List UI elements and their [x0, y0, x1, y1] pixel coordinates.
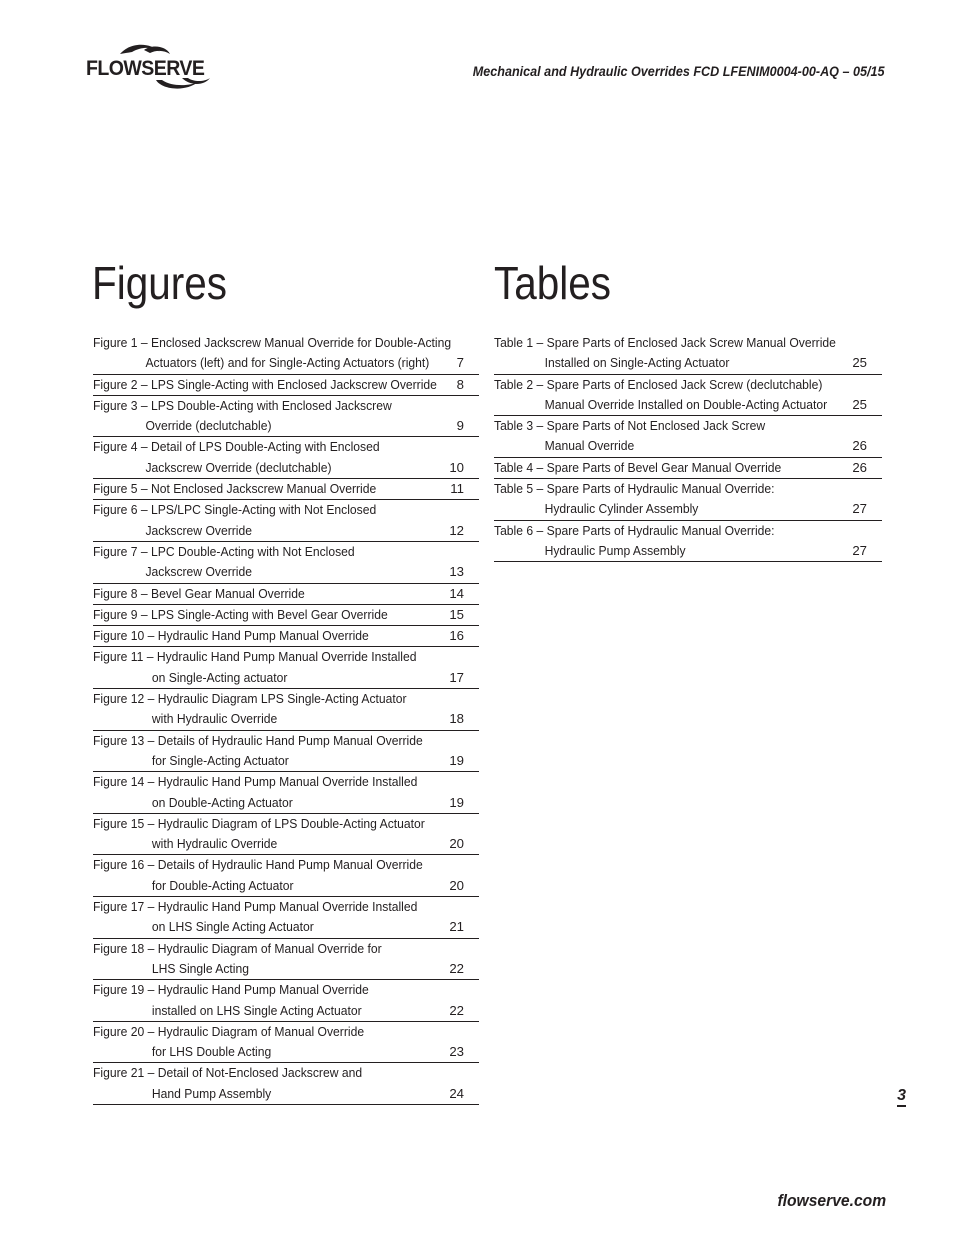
table-entry[interactable] [494, 416, 882, 458]
figure-entry[interactable] [93, 731, 479, 773]
figures-list [93, 333, 479, 1105]
figure-entry[interactable] [93, 772, 479, 814]
table-entry-title-continued: Installed on Single-Acting Actuator [544, 355, 730, 371]
figure-entry[interactable] [93, 980, 479, 1022]
page-number: 3 [897, 1087, 906, 1107]
footer-url[interactable]: flowserve.com [777, 1191, 886, 1210]
figure-entry-title-continued: with Hydraulic Override [151, 836, 278, 852]
figure-entry[interactable] [93, 396, 479, 438]
table-entry-page-number: 25 [852, 396, 867, 412]
figure-entry-page-number: 13 [449, 564, 464, 580]
table-entry-page-number: 27 [852, 501, 867, 517]
logo-text: FLOWSERVE [86, 57, 205, 80]
figure-entry-title: Figure 21 – Detail of Not-Enclosed Jackscrew and [93, 1065, 363, 1081]
table-entry[interactable] [494, 333, 882, 375]
table-entry-page-number: 26 [852, 459, 867, 475]
figure-entry-page-number: 15 [449, 606, 464, 622]
table-entry-title: Table 4 – Spare Parts of Bevel Gear Manual Override [494, 459, 782, 475]
figure-entry-title: Figure 4 – Detail of LPS Double-Acting with Enclosed [93, 439, 380, 455]
figure-entry-title-continued: Hand Pump Assembly [151, 1085, 272, 1101]
figure-entry-title: Figure 19 – Hydraulic Hand Pump Manual Override [93, 982, 369, 998]
table-entry-page-number: 27 [852, 542, 867, 558]
figure-entry-page-number: 24 [449, 1085, 464, 1101]
flowserve-logo [86, 40, 226, 96]
figure-entry[interactable] [93, 647, 479, 689]
figure-entry-title-continued: Actuators (left) and for Single-Acting Actuators (right) [145, 355, 430, 371]
figure-entry[interactable] [93, 584, 479, 605]
figure-entry-title: Figure 20 – Hydraulic Diagram of Manual Override [93, 1023, 365, 1039]
table-entry-title-continued: Manual Override [544, 438, 635, 454]
figure-entry[interactable] [93, 500, 479, 542]
figure-entry[interactable] [93, 375, 479, 396]
table-entry[interactable] [494, 375, 882, 417]
figure-entry-title: Figure 7 – LPC Double-Acting with Not Enclosed [93, 543, 355, 559]
figure-entry[interactable] [93, 689, 479, 731]
figure-entry-page-number: 14 [449, 585, 464, 601]
table-entry-title-continued: Hydraulic Pump Assembly [544, 542, 686, 558]
table-entry[interactable] [494, 521, 882, 563]
figure-entry-title-continued: for Double-Acting Actuator [151, 877, 294, 893]
figure-entry-title: Figure 3 – LPS Double-Acting with Enclosed Jackscrew [93, 397, 392, 413]
figure-entry-title: Figure 6 – LPS/LPC Single-Acting with Not Enclosed [93, 502, 377, 518]
figure-entry-title: Figure 2 – LPS Single-Acting with Enclosed Jackscrew Override [93, 376, 437, 392]
table-entry[interactable] [494, 458, 882, 479]
table-entry-title: Table 3 – Spare Parts of Not Enclosed Jack Screw [494, 418, 766, 434]
figure-entry-page-number: 18 [449, 711, 464, 727]
figure-entry-title-continued: on Single-Acting actuator [151, 669, 288, 685]
table-entry-title: Table 6 – Spare Parts of Hydraulic Manual Override: [494, 522, 775, 538]
figure-entry-title: Figure 11 – Hydraulic Hand Pump Manual Override Installed [93, 649, 417, 665]
figure-entry-title: Figure 15 – Hydraulic Diagram of LPS Double-Acting Actuator [93, 815, 425, 831]
figure-entry-page-number: 11 [450, 481, 464, 497]
tables-list [494, 333, 882, 562]
figure-entry-page-number: 20 [449, 836, 464, 852]
figure-entry[interactable] [93, 542, 479, 584]
figure-entry[interactable] [93, 855, 479, 897]
figure-entry-title-continued: Override (declutchable) [145, 418, 272, 434]
figure-entry-page-number: 19 [449, 752, 464, 768]
figure-entry-title-continued: on Double-Acting Actuator [151, 794, 293, 810]
document-reference: Mechanical and Hydraulic Overrides FCD LFENIM0004-00-AQ – 05/15 [473, 63, 885, 79]
figure-entry-title: Figure 8 – Bevel Gear Manual Override [93, 585, 305, 601]
figure-entry[interactable] [93, 333, 479, 375]
figure-entry-page-number: 22 [449, 960, 464, 976]
figure-entry-page-number: 9 [456, 418, 464, 434]
figure-entry-page-number: 17 [449, 669, 464, 685]
table-entry-title: Table 5 – Spare Parts of Hydraulic Manual Override: [494, 481, 775, 497]
figure-entry[interactable] [93, 605, 479, 626]
table-entry[interactable] [494, 479, 882, 521]
figure-entry-title-continued: with Hydraulic Override [151, 711, 278, 727]
figure-entry[interactable] [93, 1063, 479, 1105]
table-entry-title-continued: Hydraulic Cylinder Assembly [544, 501, 699, 517]
figure-entry[interactable] [93, 437, 479, 479]
figure-entry-page-number: 12 [449, 522, 464, 538]
figure-entry[interactable] [93, 1022, 479, 1064]
figure-entry[interactable] [93, 939, 479, 981]
figure-entry[interactable] [93, 479, 479, 500]
figure-entry-title-continued: on LHS Single Acting Actuator [151, 919, 314, 935]
table-entry-title: Table 2 – Spare Parts of Enclosed Jack Screw (declutchable) [494, 376, 823, 392]
figure-entry[interactable] [93, 626, 479, 647]
figure-entry-page-number: 10 [449, 459, 464, 475]
table-entry-page-number: 26 [852, 438, 867, 454]
figure-entry-title-continued: for Single-Acting Actuator [151, 752, 289, 768]
figure-entry-title: Figure 9 – LPS Single-Acting with Bevel Gear Override [93, 606, 388, 622]
table-entry-title-continued: Manual Override Installed on Double-Acting Actuator [544, 396, 828, 412]
figure-entry[interactable] [93, 814, 479, 856]
figure-entry-title-continued: Jackscrew Override (declutchable) [145, 459, 332, 475]
figure-entry-title: Figure 1 – Enclosed Jackscrew Manual Override for Double-Acting [93, 335, 452, 350]
figure-entry-title-continued: Jackscrew Override [145, 522, 252, 538]
figure-entry-page-number: 8 [456, 376, 464, 392]
figure-entry-page-number: 20 [449, 877, 464, 893]
figure-entry-page-number: 7 [456, 355, 464, 371]
figure-entry-title: Figure 5 – Not Enclosed Jackscrew Manual Override [93, 481, 377, 497]
figures-heading: Figures [92, 257, 227, 309]
figure-entry-title: Figure 16 – Details of Hydraulic Hand Pump Manual Override [93, 857, 423, 873]
figure-entry-title: Figure 12 – Hydraulic Diagram LPS Single-Acting Actuator [93, 691, 407, 707]
figure-entry-title: Figure 14 – Hydraulic Hand Pump Manual Override Installed [93, 774, 418, 790]
figure-entry-page-number: 19 [449, 794, 464, 810]
figure-entry-title: Figure 13 – Details of Hydraulic Hand Pump Manual Override [93, 732, 423, 748]
figure-entry-page-number: 22 [449, 1002, 464, 1018]
figure-entry-title-continued: LHS Single Acting [151, 960, 250, 976]
figure-entry-title: Figure 17 – Hydraulic Hand Pump Manual Override Installed [93, 899, 418, 915]
figure-entry-title-continued: for LHS Double Acting [151, 1044, 272, 1060]
figure-entry-title: Figure 18 – Hydraulic Diagram of Manual Override for [93, 940, 382, 956]
figure-entry-title-continued: installed on LHS Single Acting Actuator [151, 1002, 362, 1018]
figure-entry-title: Figure 10 – Hydraulic Hand Pump Manual Override [93, 628, 369, 644]
table-entry-title: Table 1 – Spare Parts of Enclosed Jack Screw Manual Override [494, 335, 836, 350]
figure-entry-title-continued: Jackscrew Override [145, 564, 252, 580]
figure-entry-page-number: 16 [449, 628, 464, 644]
figure-entry[interactable] [93, 897, 479, 939]
figure-entry-page-number: 23 [449, 1044, 464, 1060]
table-entry-page-number: 25 [852, 355, 867, 371]
tables-heading: Tables [494, 257, 612, 309]
figure-entry-page-number: 21 [449, 919, 464, 935]
